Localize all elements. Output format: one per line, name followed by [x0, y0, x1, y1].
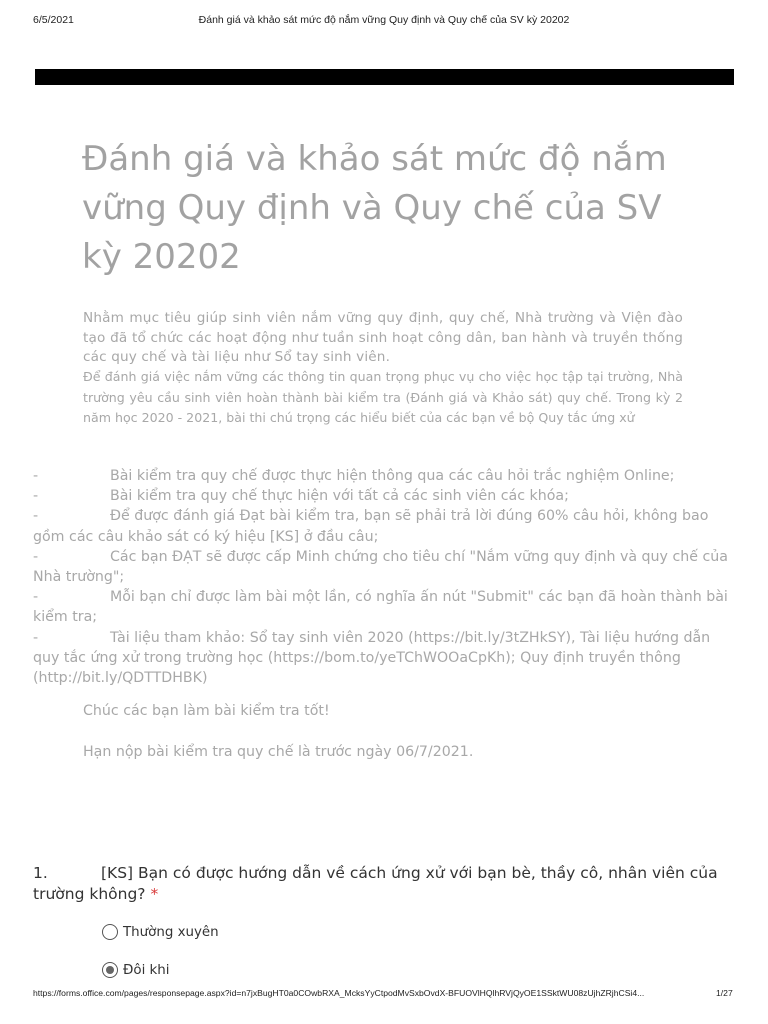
rule-item	[33, 506, 731, 546]
page-number: 1/27	[716, 988, 733, 998]
rule-dash: -	[33, 629, 39, 646]
rules-list	[33, 466, 731, 688]
rule-text: Bài kiểm tra quy chế được thực hiện thông qua các câu hỏi trắc nghiệm Online;	[110, 468, 675, 484]
question-1	[33, 863, 733, 905]
rule-text: Bài kiểm tra quy chế thực hiện với tất cả các sinh viên các khóa;	[110, 488, 569, 505]
radio-checked-icon[interactable]	[102, 962, 118, 978]
rule-item	[33, 547, 731, 587]
rule-dash: -	[33, 468, 39, 484]
form-title: Đánh giá và khảo sát mức độ nắm vững Quy định và Quy chế của SV kỳ 20202	[82, 139, 667, 277]
rule-item	[33, 466, 731, 486]
deadline-message: Hạn nộp bài kiểm tra quy chế là trước ngày 06/7/2021.	[83, 744, 474, 760]
radio-unchecked-icon[interactable]	[102, 924, 118, 940]
rule-item	[33, 628, 731, 689]
rule-text: Để được đánh giá Đạt bài kiểm tra, bạn sẽ phải trả lời đúng 60% câu hỏi, không bao gồm các câu khảo sát có ký hiệu [KS] ở đầu câu;	[33, 508, 709, 545]
form-header-banner	[35, 69, 734, 85]
form-description-2: Để đánh giá việc nắm vững các thông tin quan trọng phục vụ cho việc học tập tại trường, Nhà trường yêu cầu sinh viên hoàn thành bài kiểm tra (Đánh giá và Khảo sát) quy chế. Trong kỳ 2 năm học 2020 - 2021, bài thi chú trọng các hiểu biết của các bạn về bộ Quy tắc ứng xử	[83, 369, 683, 425]
rule-text: Mỗi bạn chỉ được làm bài một lần, có nghĩa ấn nút "Submit" các bạn đã hoàn thành bài kiểm tra;	[33, 589, 728, 626]
print-footer	[0, 988, 768, 1002]
required-asterisk: *	[150, 885, 159, 903]
print-date: 6/5/2021	[33, 14, 74, 26]
question-text: [KS] Bạn có được hướng dẫn về cách ứng xử với bạn bè, thầy cô, nhân viên của trường không?	[33, 864, 718, 903]
print-title: Đánh giá và khảo sát mức độ nắm vững Quy định và Quy chế của SV kỳ 20202	[198, 14, 570, 26]
form-description-1: Nhằm mục tiêu giúp sinh viên nắm vững quy định, quy chế, Nhà trường và Viện đào tạo đã tổ chức các hoạt động như tuần sinh hoạt công dân, ban hành và truyền thống các quy chế và tài liệu như Sổ tay sinh viên.	[83, 310, 683, 365]
print-header	[0, 14, 768, 30]
option-thuong-xuyen[interactable]	[102, 924, 219, 940]
footer-url: https://forms.office.com/pages/responsepage.aspx?id=n7jxBugHT0a0COwbRXA_McksYyCtpodMvSxbOvdX-BFUOVlHQlhRVjQyOE1SSktWU08zUjhZRjhCSi4...	[33, 988, 645, 998]
rule-text: Tài liệu tham khảo: Sổ tay sinh viên 2020 (https://bit.ly/3tZHkSY), Tài liệu hướng dẫn quy tắc ứng xử trong trường học (https://bom.to/yeTChWOOaCpKh); Quy định truyền thông (http://bit.ly/QDTTDHBK)	[33, 629, 711, 687]
rule-dash: -	[33, 508, 39, 525]
rule-dash: -	[33, 548, 39, 565]
option-label: Thường xuyên	[123, 924, 219, 940]
rule-text: Các bạn ĐẠT sẽ được cấp Minh chứng cho tiêu chí "Nắm vững quy định và quy chế của Nhà trường";	[33, 548, 728, 586]
rule-dash: -	[33, 589, 39, 606]
rule-item	[33, 587, 731, 627]
rule-dash: -	[33, 488, 39, 505]
option-label: Đôi khi	[123, 962, 170, 978]
option-doi-khi[interactable]	[102, 962, 170, 978]
rule-item	[33, 486, 731, 506]
closing-message: Chúc các bạn làm bài kiểm tra tốt!	[83, 703, 330, 719]
question-number: 1.	[33, 864, 48, 882]
